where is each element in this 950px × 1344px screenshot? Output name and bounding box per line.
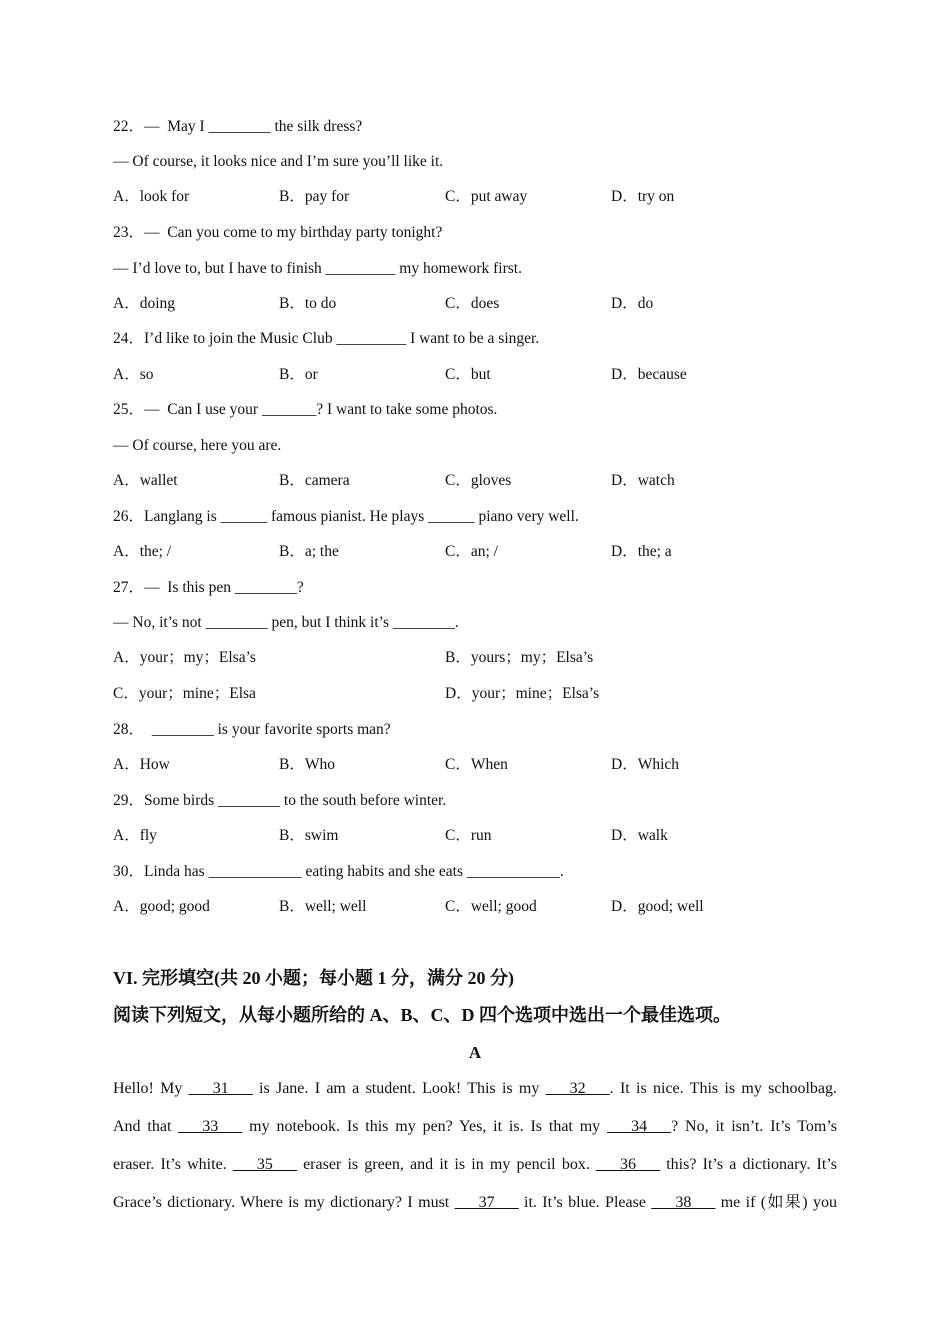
blank-36[interactable]: ___36___ [596,1156,661,1173]
question-28-option-b[interactable]: B．Who [279,756,335,773]
question-27-option-c[interactable]: C．your；mine；Elsa [113,685,256,702]
question-24-option-d[interactable]: D．because [611,366,687,383]
blank-38[interactable]: ___38___ [651,1194,716,1211]
passage-line [113,1070,837,1108]
question-29-option-c[interactable]: C．run [445,827,492,844]
question-25-option-b[interactable]: B．camera [279,472,350,489]
question-26-option-c[interactable]: C．an; / [445,543,498,560]
question-26-option-a[interactable]: A．the; / [113,543,172,560]
question-27-option-d[interactable]: D．your；mine；Elsa’s [445,685,600,702]
passage-text: Hello! My [113,1080,189,1097]
passage-text: Grace’s dictionary. Where is my dictionary? I must [113,1194,455,1211]
passage-label: A [468,1043,482,1062]
passage-line [113,1184,837,1222]
blank-33[interactable]: ___33___ [178,1118,243,1135]
question-22-answer-line: — Of course, it looks nice and I’m sure you’ll like it. [113,153,444,170]
question-30-option-c[interactable]: C．well; good [445,898,537,915]
question-23-option-c[interactable]: C．does [445,295,500,312]
question-30-option-a[interactable]: A．good; good [113,898,210,915]
question-22-option-a[interactable]: A．look for [113,188,190,205]
blank-31[interactable]: ___31___ [188,1080,253,1097]
blank-35[interactable]: ___35___ [232,1156,297,1173]
question-22-option-d[interactable]: D．try on [611,188,675,205]
question-22-stem: 22．— May I ________ the silk dress? [113,118,363,135]
question-25-option-d[interactable]: D．watch [611,472,675,489]
question-29-option-a[interactable]: A．fly [113,827,157,844]
question-25-stem: 25．— Can I use your _______? I want to take some photos. [113,401,498,418]
passage-text: is Jane. I am a student. Look! This is my [252,1080,546,1097]
passage-text: me if (如果) you [715,1194,837,1211]
passage-line [113,1108,837,1146]
question-26-option-b[interactable]: B．a; the [279,543,339,560]
passage-text: And that [113,1118,179,1135]
question-22-option-b[interactable]: B．pay for [279,188,350,205]
passage-text: it. It’s blue. Please [518,1194,652,1211]
question-23-option-a[interactable]: A．doing [113,295,176,312]
question-24-stem: 24．I’d like to join the Music Club _________ I want to be a singer. [113,330,540,347]
question-23-answer-line: — I’d love to, but I have to finish _________ my homework first. [113,260,522,277]
question-25-option-c[interactable]: C．gloves [445,472,512,489]
section-instruction: 阅读下列短文，从每小题所给的 A、B、C、D 四个选项中选出一个最佳选项。 [113,1005,731,1025]
question-29-stem: 29．Some birds ________ to the south before winter. [113,792,447,809]
passage-text: eraser is green, and it is in my pencil box. [296,1156,597,1173]
passage-text: . It is nice. This is my schoolbag. [609,1080,838,1097]
question-27-option-a[interactable]: A．your；my；Elsa’s [113,649,256,666]
question-22-option-c[interactable]: C．put away [445,188,528,205]
question-27-stem: 27．— Is this pen ________? [113,579,304,596]
question-30-option-b[interactable]: B．well; well [279,898,367,915]
question-28-option-a[interactable]: A．How [113,756,170,773]
blank-34[interactable]: ___34___ [607,1118,672,1135]
passage-text: eraser. It’s white. [113,1156,233,1173]
question-26-option-d[interactable]: D．the; a [611,543,672,560]
question-23-stem: 23．— Can you come to my birthday party tonight? [113,224,443,241]
question-23-option-d[interactable]: D．do [611,295,654,312]
question-24-option-c[interactable]: C．but [445,366,491,383]
passage-line [113,1146,837,1184]
passage-text: this? It’s a dictionary. It’s [660,1156,838,1173]
question-25-option-a[interactable]: A．wallet [113,472,178,489]
passage-text: ? No, it isn’t. It’s Tom’s [671,1118,838,1135]
question-29-option-b[interactable]: B．swim [279,827,339,844]
blank-32[interactable]: ___32___ [545,1080,610,1097]
passage-text: my notebook. Is this my pen? Yes, it is. Is that my [242,1118,608,1135]
question-24-option-a[interactable]: A．so [113,366,154,383]
question-24-option-b[interactable]: B．or [279,366,318,383]
section-heading: VI. 完形填空(共 20 小题；每小题 1 分，满分 20 分) [113,968,514,988]
question-30-option-d[interactable]: D．good; well [611,898,704,915]
question-26-stem: 26．Langlang is ______ famous pianist. He plays ______ piano very well. [113,508,579,525]
question-28-option-d[interactable]: D．Which [611,756,680,773]
question-23-option-b[interactable]: B．to do [279,295,337,312]
question-25-answer-line: — Of course, here you are. [113,437,282,454]
question-30-stem: 30．Linda has ____________ eating habits and she eats ____________. [113,863,564,880]
question-27-option-b[interactable]: B．yours；my；Elsa’s [445,649,594,666]
blank-37[interactable]: ___37___ [454,1194,519,1211]
question-28-option-c[interactable]: C．When [445,756,508,773]
question-27-answer-line: — No, it’s not ________ pen, but I think it’s ________. [113,614,459,631]
question-29-option-d[interactable]: D．walk [611,827,668,844]
question-28-stem: 28． ________ is your favorite sports man? [113,721,391,738]
